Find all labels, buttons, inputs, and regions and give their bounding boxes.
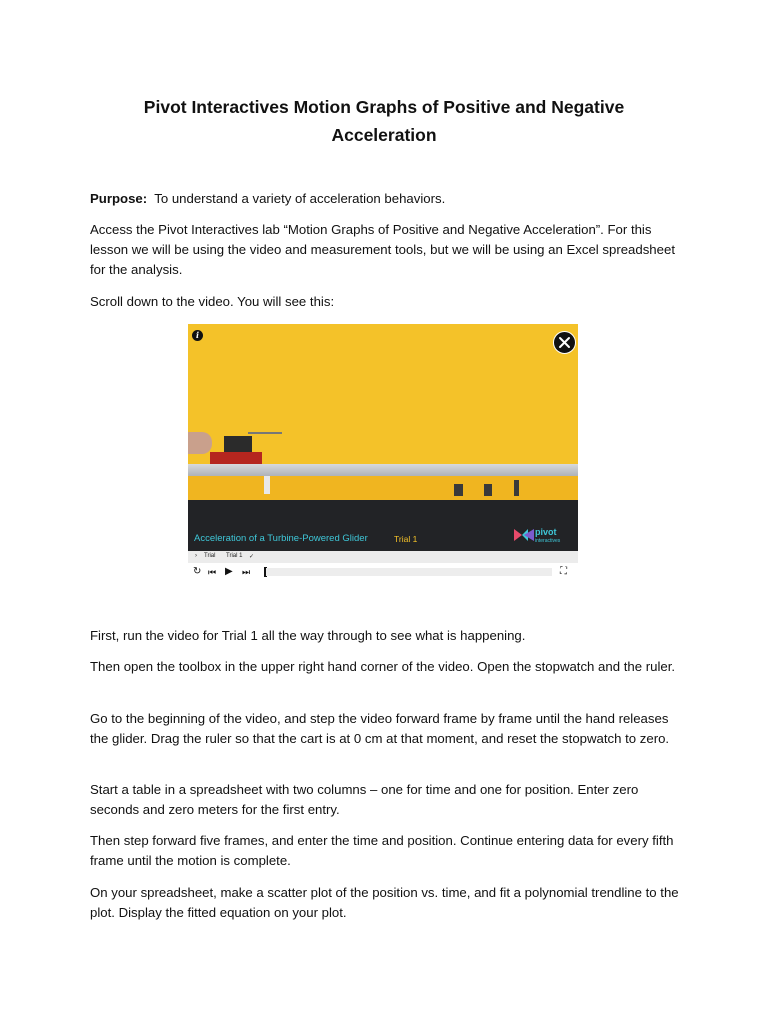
track-post xyxy=(514,480,519,496)
step-forward-icon[interactable]: ⏭ xyxy=(242,567,251,577)
info-icon[interactable]: i xyxy=(192,330,203,341)
toolbox-icon[interactable] xyxy=(553,331,576,354)
fullscreen-icon[interactable]: ⛶ xyxy=(560,566,567,577)
purpose-text: To understand a variety of acceleration behaviors. xyxy=(154,191,446,206)
access-paragraph: Access the Pivot Interactives lab “Motion Graphs of Positive and Negative Acceleration”. For this lesson we will be using the video and measurement tools, but we will be using an Excel spreadsheet for the analysis. xyxy=(90,222,675,277)
title-line-1: Pivot Interactives Motion Graphs of Positive and Negative xyxy=(143,97,625,117)
video-banner-title: Acceleration of a Turbine-Powered Glider xyxy=(194,533,368,544)
turbine-rod xyxy=(248,432,282,434)
step-6: On your spreadsheet, make a scatter plot of the position vs. time, and fit a polynomial trendline to the plot. Display the fitted equation on your plot. xyxy=(90,885,679,920)
purpose-paragraph xyxy=(90,189,686,209)
step-back-icon[interactable]: ⏮ xyxy=(208,567,217,577)
title-line-2: Acceleration xyxy=(331,125,437,145)
video-controls xyxy=(188,551,578,582)
replay-icon[interactable]: ↻ xyxy=(193,566,202,577)
step-3: Go to the beginning of the video, and step the video forward frame by frame until the hand releases the glider. Drag the ruler so that the cart is at 0 cm at that moment, and reset the stopwatch to zero. xyxy=(90,711,670,746)
check-icon: ✓ xyxy=(249,554,255,560)
track-post xyxy=(484,484,492,496)
track-underside xyxy=(188,476,578,500)
step-1: First, run the video for Trial 1 all the way through to see what is happening. xyxy=(90,628,526,643)
track-support xyxy=(264,476,270,494)
pivot-logo-icon xyxy=(514,527,534,543)
video-player[interactable] xyxy=(188,324,578,582)
video-frame[interactable] xyxy=(188,324,578,551)
step-5: Then step forward five frames, and enter the time and position. Continue entering data for every fifth frame until the motion is complete. xyxy=(90,833,674,868)
step-2: Then open the toolbox in the upper right hand corner of the video. Open the stopwatch and the ruler. xyxy=(90,659,676,674)
chevron-right-icon[interactable]: › xyxy=(195,553,197,559)
hand-image xyxy=(188,432,212,454)
track-rail xyxy=(188,464,578,476)
scroll-paragraph: Scroll down to the video. You will see this: xyxy=(90,294,335,309)
play-icon[interactable]: ▶ xyxy=(225,566,233,577)
video-banner-trial: Trial 1 xyxy=(394,534,418,544)
trial-1-tab[interactable]: Trial 1 xyxy=(226,553,243,559)
scrubber-track[interactable] xyxy=(266,568,552,576)
trial-label: Trial xyxy=(204,553,216,559)
track-post xyxy=(454,484,463,496)
document-title xyxy=(120,93,648,149)
purpose-label: Purpose: xyxy=(90,191,148,206)
pivot-logo-text: pivot xyxy=(535,527,557,537)
step-4: Start a table in a spreadsheet with two columns – one for time and one for position. Enter zero seconds and zero meters for the first entry. xyxy=(90,782,639,817)
trial-bar xyxy=(188,551,578,563)
pivot-logo-subtext: interactives xyxy=(535,538,561,544)
